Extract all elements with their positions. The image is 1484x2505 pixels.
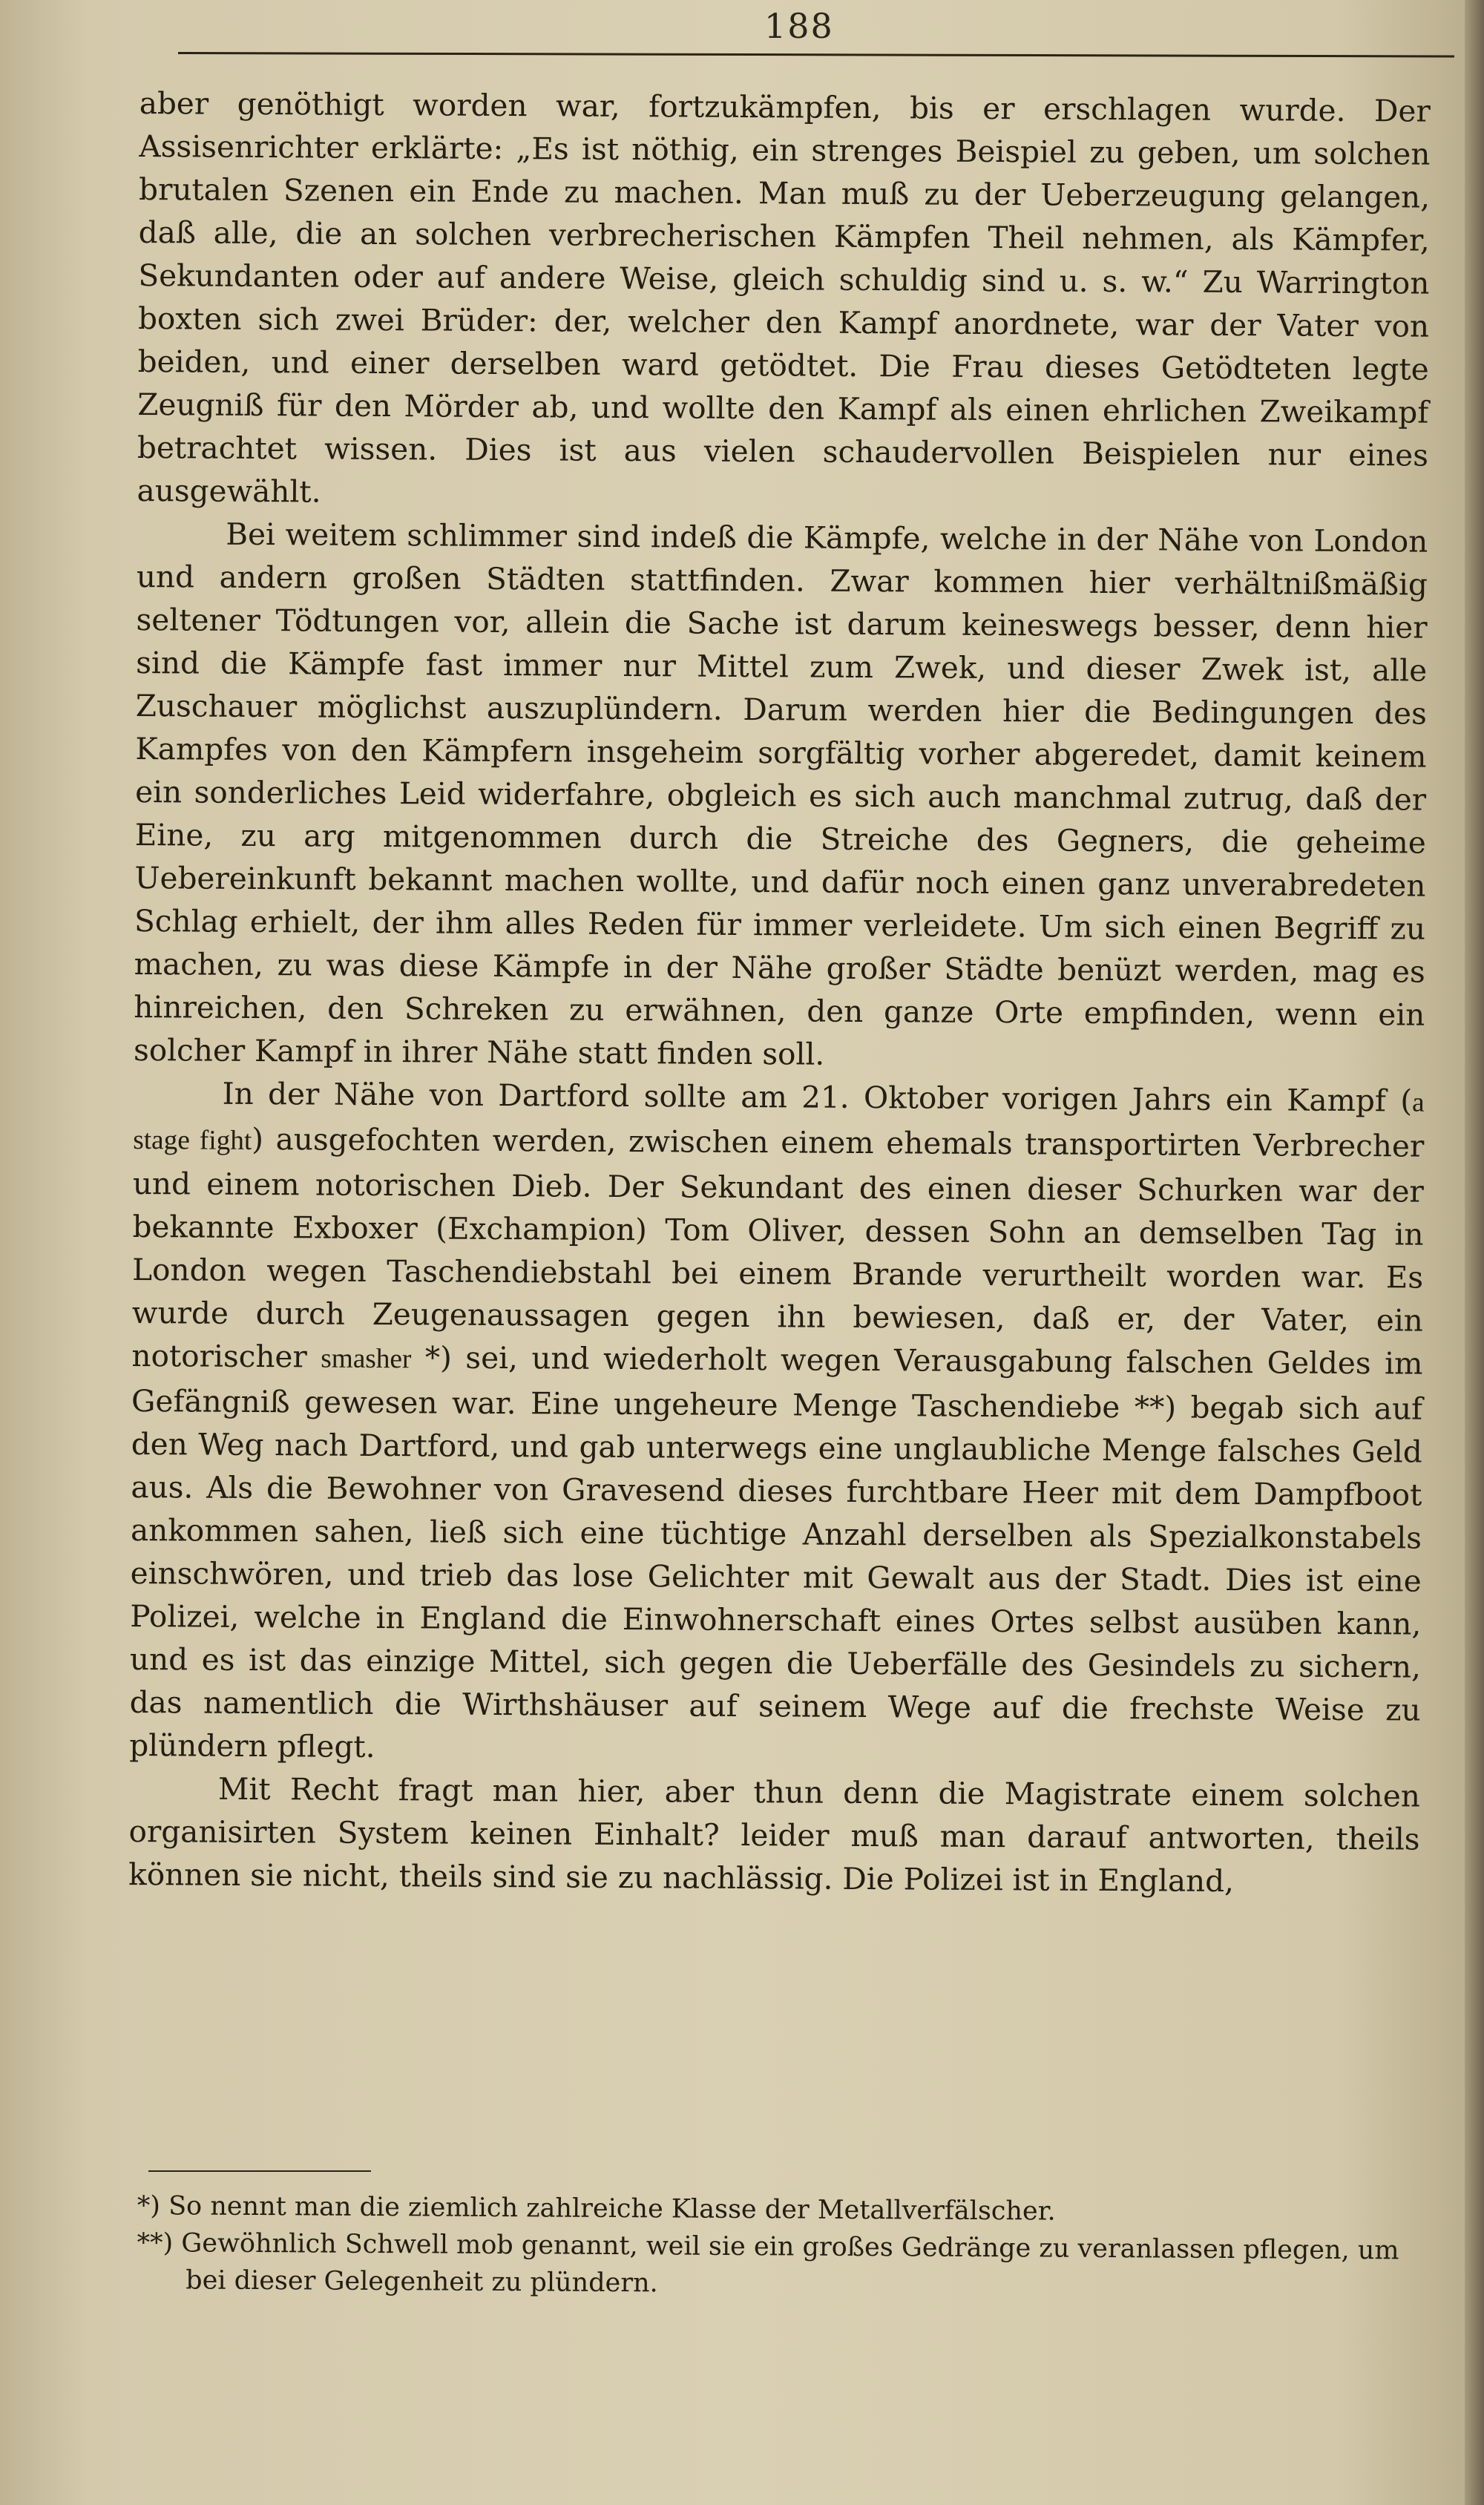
page-number: 188 [764, 6, 834, 46]
header-rule [178, 52, 1454, 58]
paragraph-3-part-1: In der Nähe von Dartford sollte am 21. Oktober vorigen Jahrs ein Kampf ( [222, 1075, 1413, 1119]
footnote-2-mark: **) [137, 2227, 174, 2259]
footnote-2 [137, 2225, 1428, 2307]
paragraph-3-part-2: ) ausgefochten werden, zwischen einem ehemals transportirten Verbrecher und einem notorischen Dieb. Der Sekundant des einen dieser Schurken war der bekannte Exboxer (Exchampion) Tom Oliver, dessen Sohn an demselben Tag in London wegen Taschendiebstahl bei einem Brande verurtheilt worden war. Es wurde durch Zeugenaussagen gegen ihn bewiesen, daß er, der Vater, ein notorischer [131, 1120, 1425, 1375]
paragraph-3 [129, 1071, 1425, 1775]
footnote-1-text: So nennt man die ziemlich zahlreiche Klasse der Metallverfälscher. [168, 2191, 1056, 2227]
latin-term-stage-fight: a stage fight [133, 1087, 1425, 1156]
footnotes [137, 2187, 1428, 2307]
paragraph-4: Mit Recht fragt man hier, aber thun denn die Magistrate einem solchen organisirten System keinen Einhalt? leider muß man darauf antworten, theils können sie nicht, theils sind sie zu nachlässig. Die Polizei ist in England, [128, 1770, 1421, 1900]
footnote-rule [148, 2170, 371, 2172]
paragraph-2: Bei weitem schlimmer sind indeß die Kämpfe, welche in der Nähe von London und andern großen Städten stattfinden. Zwar kommen hier verhältnißmäßig seltener Tödtungen vor, allein die Sache ist darum keineswegs besser, denn hier sind die Kämpfe fast immer nur Mittel zum Zwek, und dieser Zwek ist, alle Zuschauer möglichst auszuplündern. Darum werden hier die Bedingungen des Kampfes von den Kämpfern insgeheim sorgfältig vorher abgeredet, damit keinem ein sonderliches Leid widerfahre, obgleich es sich auch manchmal zutrug, daß der Eine, zu arg mitgenommen durch die Streiche des Gegners, die geheime Uebereinkunft bekannt machen wollte, und dafür noch einen ganz unverabredeten Schlag erhielt, der ihm alles Reden für immer verleidete. Um sich einen Begriff zu machen, zu was diese Kämpfe in der Nähe großer Städte benüzt werden, mag es hinreichen, den Schreken zu erwähnen, den ganze Orte empfinden, wenn ein solcher Kampf in ihrer Nähe statt finden soll. [133, 516, 1428, 1072]
page-edge-shadow [1465, 0, 1484, 2505]
latin-term-smasher: smasher [321, 1343, 412, 1375]
footnote-2-text: Gewöhnlich Schwell mob genannt, weil sie ein großes Gedränge zu veranlassen pflegen, um bei dieser Gelegenheit zu plündern. [181, 2228, 1399, 2299]
body-text [128, 82, 1431, 1904]
paragraph-3-part-3: *) sei, und wiederholt wegen Verausgabung falschen Geldes im Gefängniß gewesen war. Eine ungeheure Menge Taschendiebe **) begab sich auf den Weg nach Dartford, und gab unterwegs eine unglaubliche Menge falsches Geld aus. Als die Bewohner von Gravesend dieses furchtbare Heer mit dem Dampfboot ankommen sahen, ließ sich eine tüchtige Anzahl derselben als Spezialkonstabels einschwören, und trieb das lose Gelichter mit Gewalt aus der Stadt. Dies ist eine Polizei, welche in England die Einwohnerschaft eines Ortes selbst ausüben kann, und es ist das einzige Mittel, sich gegen die Ueberfälle des Gesindels zu sichern, das namentlich die Wirthshäuser auf seinem Wege auf die frechste Weise zu plündern pflegt. [129, 1339, 1423, 1764]
paragraph-1: aber genöthigt worden war, fortzukämpfen, bis er erschlagen wurde. Der Assisenrichter erklärte: „Es ist nöthig, ein strenges Beispiel zu geben, um solchen brutalen Szenen ein Ende zu machen. Man muß zu der Ueberzeugung gelangen, daß alle, die an solchen verbrecherischen Kämpfen Theil nehmen, als Kämpfer, Sekundanten oder auf andere Weise, gleich schuldig sind u. s. w.“ Zu Warrington boxten sich zwei Brüder: der, welcher den Kampf anordnete, war der Vater von beiden, und einer derselben ward getödtet. Die Frau dieses Getödteten legte Zeugniß für den Mörder ab, und wollte den Kampf als einen ehrlichen Zweikampf betrachtet wissen. Dies ist aus vielen schaudervollen Beispielen nur eines ausgewählt. [137, 85, 1431, 510]
footnote-1-mark: *) [137, 2191, 161, 2222]
